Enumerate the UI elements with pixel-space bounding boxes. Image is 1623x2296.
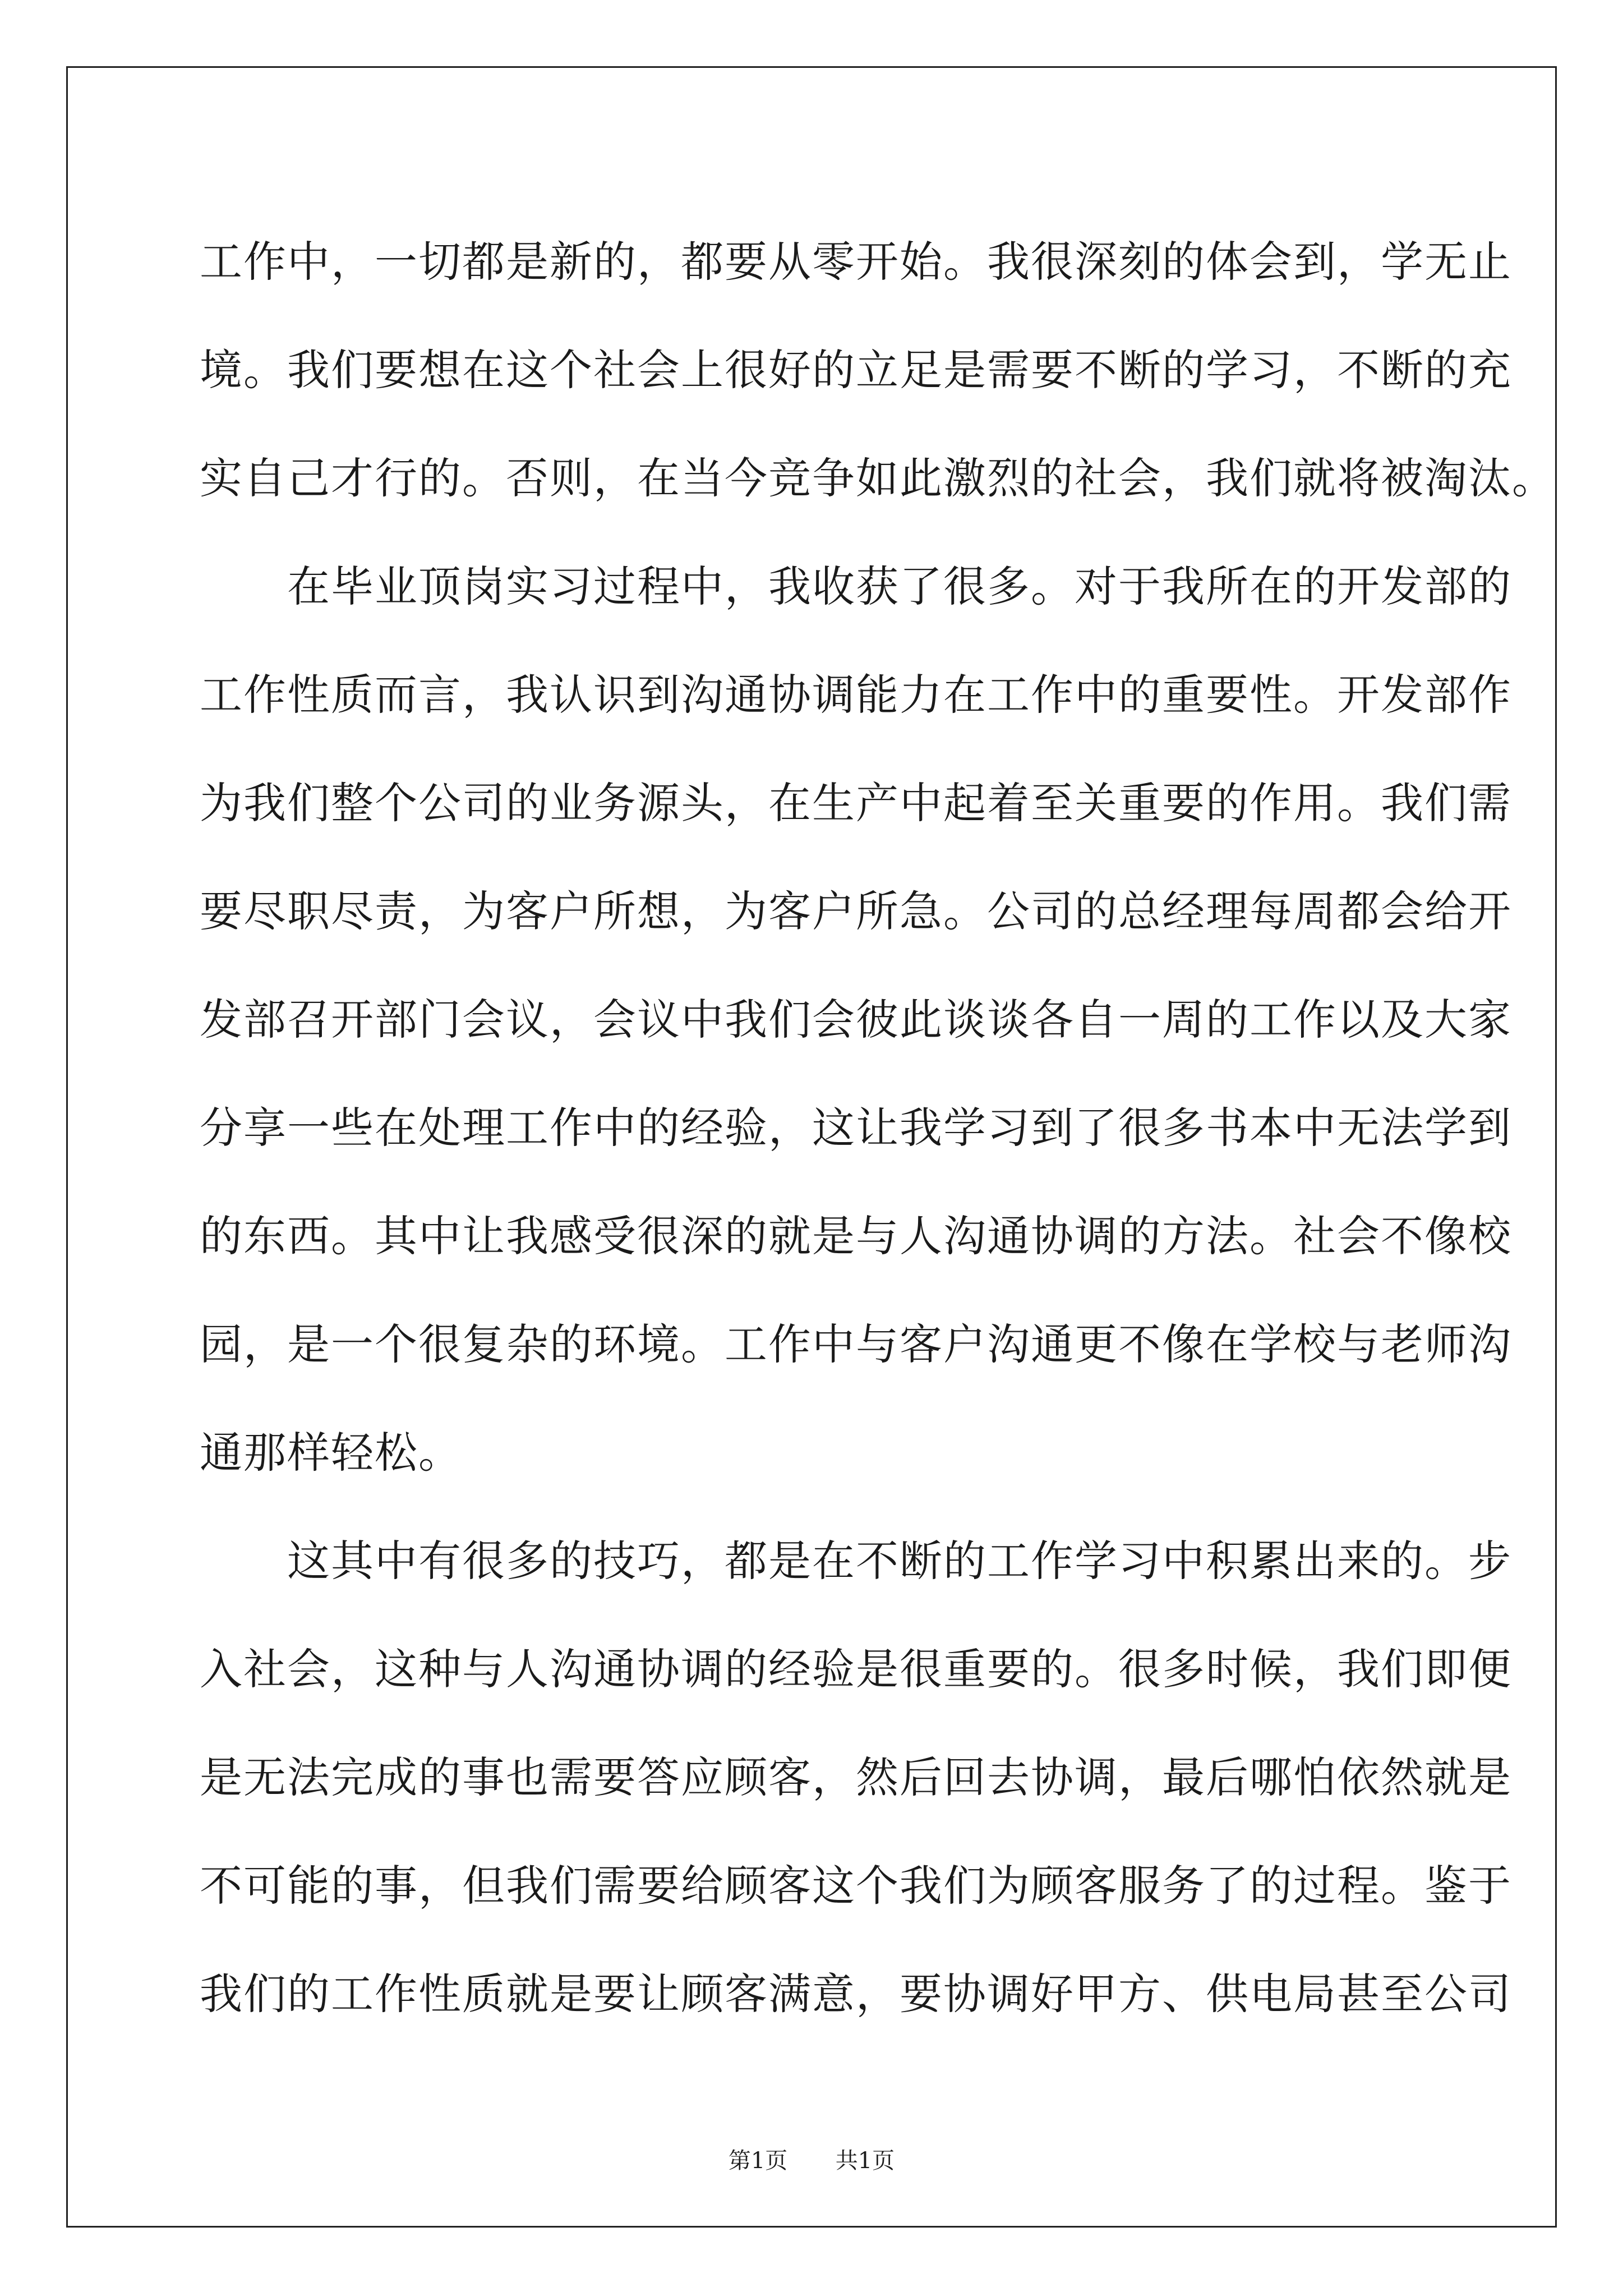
text-line: 工作性质而言，我认识到沟通协调能力在工作中的重要性。开发部作 xyxy=(200,670,1512,720)
text-line: 境。我们要想在这个社会上很好的立足是需要不断的学习，不断的充 xyxy=(200,345,1512,395)
text-line: 的东西。其中让我感受很深的就是与人沟通协调的方法。社会不像校 xyxy=(200,1211,1512,1261)
text-line: 分享一些在处理工作中的经验，这让我学习到了很多书本中无法学到 xyxy=(200,1103,1512,1153)
page-footer xyxy=(0,2144,1623,2178)
total-pages: 共1页 xyxy=(835,2148,895,2174)
text-line: 这其中有很多的技巧，都是在不断的工作学习中积累出来的。步 xyxy=(200,1536,1512,1586)
text-line: 发部召开部门会议，会议中我们会彼此谈谈各自一周的工作以及大家 xyxy=(200,995,1512,1045)
text-line: 入社会，这种与人沟通协调的经验是很重要的。很多时候，我们即便 xyxy=(200,1644,1512,1694)
text-line: 通那样轻松。 xyxy=(200,1428,462,1478)
text-line: 实自己才行的。否则，在当今竞争如此激烈的社会，我们就将被淘汰。 xyxy=(200,453,1556,503)
text-line: 园，是一个很复杂的环境。工作中与客户沟通更不像在学校与老师沟 xyxy=(200,1319,1512,1369)
text-line: 不可能的事，但我们需要给顾客这个我们为顾客服务了的过程。鉴于 xyxy=(200,1861,1512,1911)
text-line: 是无法完成的事也需要答应顾客，然后回去协调，最后哪怕依然就是 xyxy=(200,1752,1512,1802)
text-line: 在毕业顶岗实习过程中，我收获了很多。对于我所在的开发部的 xyxy=(200,562,1512,611)
document-body xyxy=(200,208,1556,2048)
text-line: 要尽职尽责，为客户所想，为客户所急。公司的总经理每周都会给开 xyxy=(200,886,1512,936)
text-line: 为我们整个公司的业务源头，在生产中起着至关重要的作用。我们需 xyxy=(200,778,1512,828)
page-number: 第1页 xyxy=(728,2148,788,2174)
text-line: 我们的工作性质就是要让顾客满意，要协调好甲方、供电局甚至公司 xyxy=(200,1969,1512,2019)
text-line: 工作中，一切都是新的，都要从零开始。我很深刻的体会到，学无止 xyxy=(200,237,1512,287)
